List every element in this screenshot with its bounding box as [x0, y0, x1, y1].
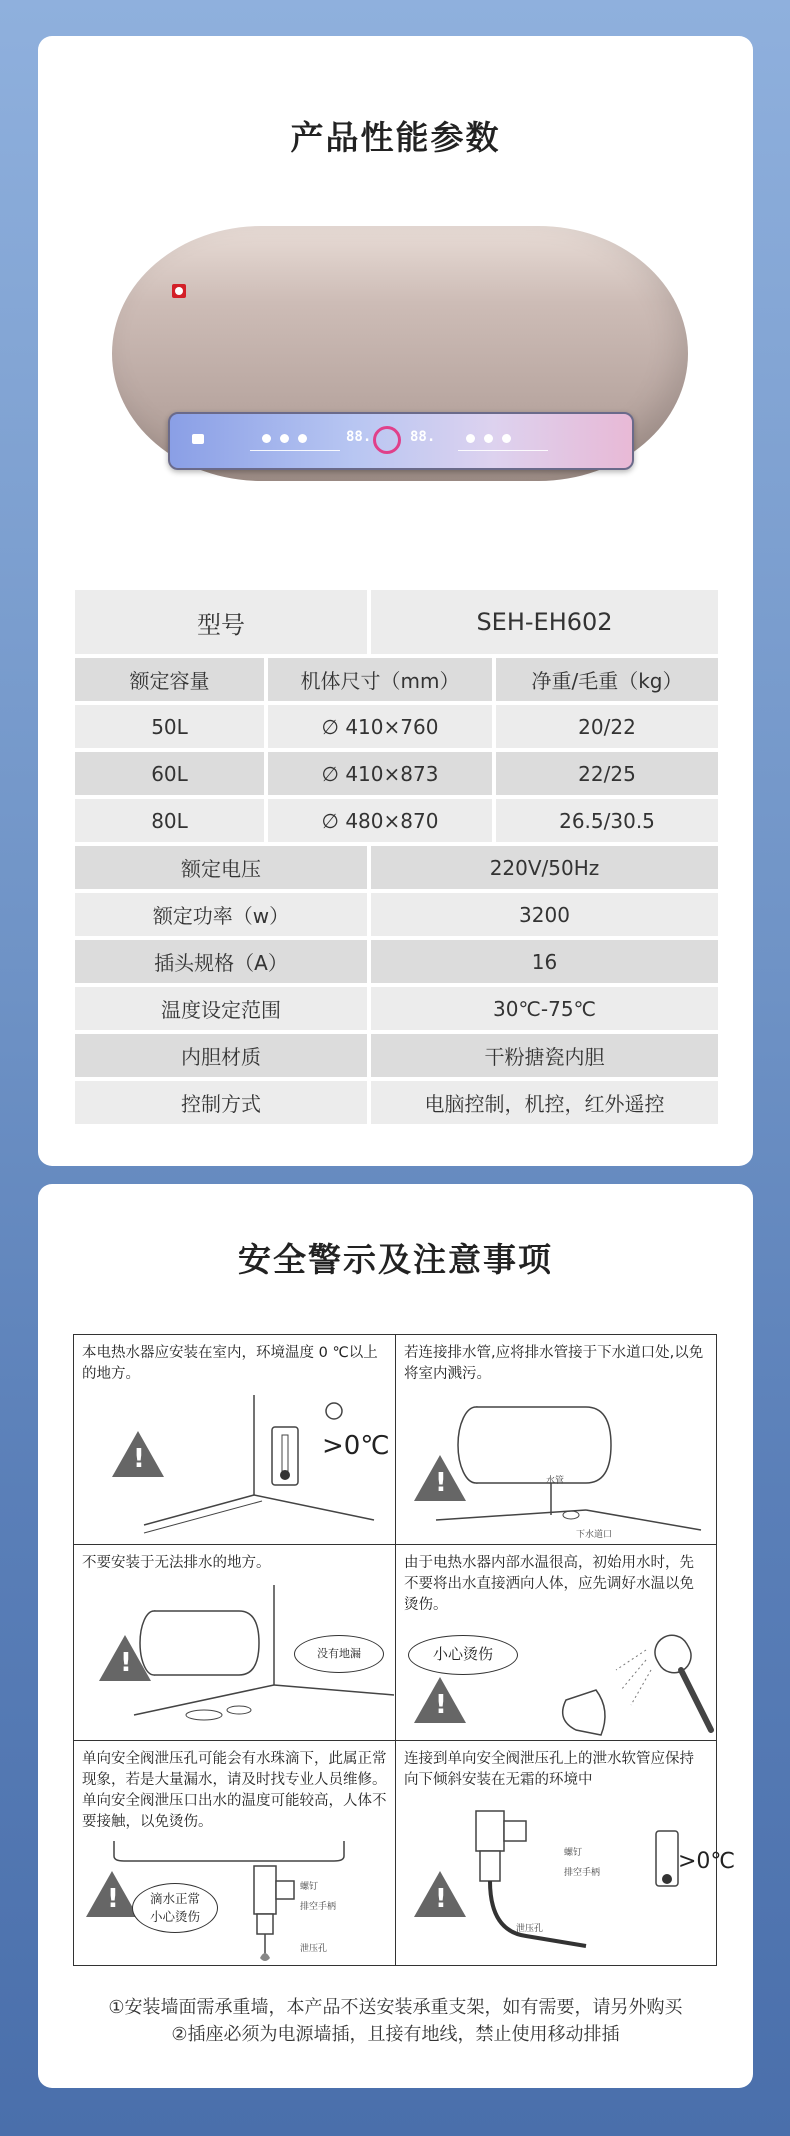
table-row — [75, 799, 718, 842]
param-label: 额定电压 — [75, 846, 367, 889]
specs-title: 产品性能参数 — [290, 118, 501, 157]
panel-digits-right: 88. — [410, 429, 436, 445]
param-value: 3200 — [371, 893, 718, 936]
indoor-room-sketch — [134, 1385, 384, 1540]
param-value: 220V/50Hz — [371, 846, 718, 889]
safety-grid — [73, 1334, 736, 1966]
size-cell: ∅ 410×760 — [268, 705, 492, 748]
notice-cell-6 — [396, 1741, 736, 1965]
panel-dot-icon — [280, 434, 289, 443]
param-label: 温度设定范围 — [75, 987, 367, 1030]
panel-dot-icon — [466, 434, 475, 443]
drip-label-2: 小心烫伤 — [149, 1909, 200, 1924]
water-pipe-label: 水管 — [546, 1476, 565, 1486]
table-row — [75, 1081, 718, 1124]
safety-card — [38, 1184, 753, 2088]
notice-cell-2 — [396, 1335, 716, 1545]
heater-control-panel — [168, 412, 634, 470]
water-heater-image — [112, 226, 688, 481]
drain-label: 下水道口 — [576, 1530, 613, 1540]
relief-label: 泄压孔 — [300, 1944, 328, 1954]
footnotes — [38, 1994, 753, 2048]
shower-sketch — [546, 1630, 716, 1740]
param-label: 额定功率（w） — [75, 893, 367, 936]
notice-text: 单向安全阀泄压孔可能会有水珠滴下，此属正常现象，若是大量漏水，请及时找专业人员维修。单向安全阀泄压口出水的温度可能较高，人体不要接触，以免烫伤。 — [82, 1751, 387, 1830]
capacity-cell: 60L — [75, 752, 264, 795]
table-row — [75, 893, 718, 936]
notice-cell-1 — [74, 1335, 396, 1545]
panel-mode-icon — [192, 434, 204, 444]
weight-cell: 22/25 — [496, 752, 718, 795]
footnote-2: ②插座必须为电源墙插，且接有地线，禁止使用移动排插 — [171, 2024, 620, 2045]
drip-bubble — [132, 1883, 218, 1933]
weight-cell: 20/22 — [496, 705, 718, 748]
warning-icon — [414, 1871, 466, 1917]
footnote-1: ①安装墙面需承重墙，本产品不送安装承重支架，如有需要，请另外购买 — [108, 1997, 683, 2018]
table-row — [75, 1034, 718, 1077]
drain-heater-sketch — [436, 1390, 706, 1540]
handle-label: 排空手柄 — [564, 1868, 601, 1878]
model-value: SEH-EH602 — [371, 590, 718, 654]
panel-dot-icon — [502, 434, 511, 443]
param-label: 控制方式 — [75, 1081, 367, 1124]
notice-text: 若连接排水管,应将排水管接于下水道口处,以免将室内溅污。 — [404, 1345, 704, 1382]
drain-hose-sketch — [466, 1801, 716, 1961]
specs-card — [38, 36, 753, 1166]
temp-label-2: >0℃ — [678, 1849, 736, 1874]
capacity-cell: 50L — [75, 705, 264, 748]
panel-divider — [458, 450, 548, 451]
size-cell: ∅ 410×873 — [268, 752, 492, 795]
notice-text: 由于电热水器内部水温很高，初始用水时，先不要将出水直接洒向人体，应先调好水温以免烫伤。 — [404, 1555, 694, 1613]
notice-text: 本电热水器应安装在室内，环境温度 0 ℃以上的地方。 — [82, 1345, 378, 1382]
header-capacity: 额定容量 — [75, 658, 264, 701]
header-weight: 净重/毛重（kg） — [496, 658, 718, 701]
panel-ring-icon — [373, 426, 401, 454]
weight-cell: 26.5/30.5 — [496, 799, 718, 842]
table-row — [75, 846, 718, 889]
param-value: 干粉搪瓷内胆 — [371, 1034, 718, 1077]
table-header-row — [75, 658, 718, 701]
header-size: 机体尺寸（mm） — [268, 658, 492, 701]
param-label: 插头规格（A） — [75, 940, 367, 983]
table-row — [75, 705, 718, 748]
notice-cell-3 — [74, 1545, 396, 1741]
size-cell: ∅ 480×870 — [268, 799, 492, 842]
panel-dot-icon — [298, 434, 307, 443]
table-row — [75, 752, 718, 795]
model-label: 型号 — [75, 590, 367, 654]
safety-title: 安全警示及注意事项 — [238, 1240, 553, 1279]
panel-dot-icon — [262, 434, 271, 443]
capacity-cell: 80L — [75, 799, 264, 842]
panel-divider — [250, 450, 340, 451]
handle-label: 排空手柄 — [300, 1902, 337, 1912]
table-row-model — [75, 590, 718, 654]
notice-text: 连接到单向安全阀泄压孔上的泄水软管应保持向下倾斜安装在无霜的环境中 — [404, 1751, 694, 1788]
param-value: 电脑控制，机控，红外遥控 — [371, 1081, 718, 1124]
panel-dot-icon — [484, 434, 493, 443]
no-drain-bubble: 没有地漏 — [294, 1635, 384, 1673]
param-value: 16 — [371, 940, 718, 983]
screw-label: 螺钉 — [300, 1882, 319, 1892]
temp-label: >0℃ — [322, 1431, 390, 1461]
table-row — [75, 987, 718, 1030]
notice-cell-4 — [396, 1545, 716, 1741]
notice-text: 不要安装于无法排水的地方。 — [82, 1555, 271, 1571]
warning-icon — [414, 1677, 466, 1723]
param-label: 内胆材质 — [75, 1034, 367, 1077]
screw-label: 螺钉 — [564, 1848, 583, 1858]
notice-cell-5 — [74, 1741, 396, 1965]
brand-logo-icon — [172, 284, 186, 298]
table-row — [75, 940, 718, 983]
panel-digits-left: 88. — [346, 429, 372, 445]
param-value: 30℃-75℃ — [371, 987, 718, 1030]
relief-label: 泄压孔 — [516, 1924, 544, 1934]
careful-bubble: 小心烫伤 — [408, 1635, 518, 1675]
drip-label-1: 滴水正常 — [149, 1891, 200, 1906]
